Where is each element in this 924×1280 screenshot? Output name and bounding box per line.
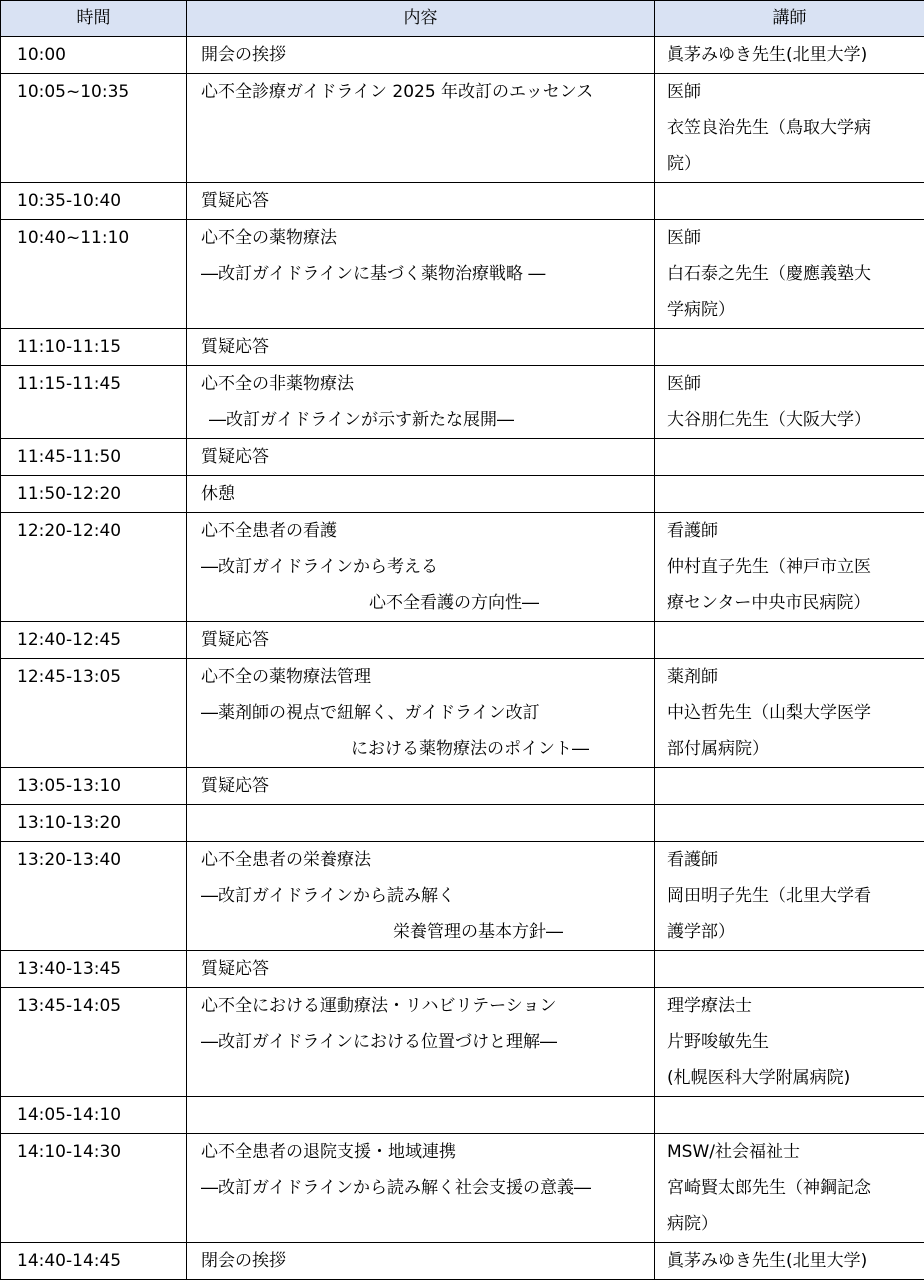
content-cell [187, 805, 655, 842]
table-row [1, 366, 924, 439]
session-subtitle: ―薬剤師の視点で紐解く、ガイドライン改訂 [201, 695, 650, 731]
session-subtitle: における薬物療法のポイント― [201, 731, 650, 767]
lecturer-name: 衣笠良治先生（鳥取大学病 [667, 110, 922, 146]
table-row [1, 74, 924, 183]
content-cell [187, 74, 655, 183]
lecturer-role: 薬剤師 [667, 659, 922, 695]
time-cell: 13:40-13:45 [1, 951, 187, 988]
header-lecturer: 講師 [655, 1, 924, 37]
table-row [1, 951, 924, 988]
lecturer-name: 眞茅みゆき先生(北里大学) [667, 37, 922, 73]
session-title: 閉会の挨拶 [201, 1243, 650, 1279]
lecturer-name: 療センター中央市民病院） [667, 585, 922, 621]
session-subtitle: ―改訂ガイドラインに基づく薬物治療戦略 ― [201, 256, 650, 292]
time-cell: 10:40~11:10 [1, 220, 187, 329]
session-title: 開会の挨拶 [201, 37, 650, 73]
session-title: 心不全患者の看護 [201, 513, 650, 549]
table-row [1, 1243, 924, 1280]
content-cell [187, 476, 655, 513]
table-row [1, 1134, 924, 1243]
time-cell: 14:05-14:10 [1, 1097, 187, 1134]
session-title: 質疑応答 [201, 183, 650, 219]
content-cell [187, 513, 655, 622]
time-cell: 11:10-11:15 [1, 329, 187, 366]
lecturer-name: 中込哲先生（山梨大学医学 [667, 695, 922, 731]
lecturer-cell [655, 768, 924, 805]
lecturer-role: 医師 [667, 220, 922, 256]
table-row [1, 988, 924, 1097]
table-row [1, 622, 924, 659]
header-content: 内容 [187, 1, 655, 37]
lecturer-name: 部付属病院） [667, 731, 922, 767]
lecturer-cell [655, 439, 924, 476]
time-cell: 13:20-13:40 [1, 842, 187, 951]
lecturer-name: 仲村直子先生（神戸市立医 [667, 549, 922, 585]
time-cell: 10:00 [1, 37, 187, 74]
table-row [1, 1097, 924, 1134]
table-row [1, 513, 924, 622]
table-row [1, 659, 924, 768]
lecturer-role: 医師 [667, 74, 922, 110]
content-cell [187, 329, 655, 366]
time-cell: 11:15-11:45 [1, 366, 187, 439]
content-cell [187, 659, 655, 768]
content-cell [187, 622, 655, 659]
content-cell [187, 366, 655, 439]
lecturer-cell [655, 183, 924, 220]
session-subtitle: ―改訂ガイドラインが示す新たな展開― [201, 402, 650, 438]
lecturer-name: 護学部） [667, 914, 922, 950]
time-cell: 11:50-12:20 [1, 476, 187, 513]
time-cell: 10:05~10:35 [1, 74, 187, 183]
lecturer-cell [655, 366, 924, 439]
lecturer-cell [655, 74, 924, 183]
session-title: 質疑応答 [201, 768, 650, 804]
lecturer-name: 岡田明子先生（北里大学看 [667, 878, 922, 914]
lecturer-name: (札幌医科大学附属病院) [667, 1060, 922, 1096]
session-title: 心不全の非薬物療法 [201, 366, 650, 402]
time-cell: 10:35-10:40 [1, 183, 187, 220]
content-cell [187, 220, 655, 329]
session-subtitle: ―改訂ガイドラインにおける位置づけと理解― [201, 1024, 650, 1060]
content-cell [187, 37, 655, 74]
time-cell: 12:45-13:05 [1, 659, 187, 768]
lecturer-role: 看護師 [667, 513, 922, 549]
session-title: 心不全の薬物療法 [201, 220, 650, 256]
header-time: 時間 [1, 1, 187, 37]
lecturer-cell [655, 513, 924, 622]
time-cell: 13:05-13:10 [1, 768, 187, 805]
lecturer-cell [655, 1097, 924, 1134]
lecturer-cell [655, 988, 924, 1097]
time-cell: 13:10-13:20 [1, 805, 187, 842]
lecturer-cell [655, 1243, 924, 1280]
session-subtitle: ―改訂ガイドラインから読み解く社会支援の意義― [201, 1170, 650, 1206]
content-cell [187, 1134, 655, 1243]
session-title: 心不全患者の退院支援・地域連携 [201, 1134, 650, 1170]
time-cell: 11:45-11:50 [1, 439, 187, 476]
table-row [1, 439, 924, 476]
table-row [1, 183, 924, 220]
time-cell: 12:20-12:40 [1, 513, 187, 622]
lecturer-cell [655, 37, 924, 74]
content-cell [187, 439, 655, 476]
session-title: 質疑応答 [201, 329, 650, 365]
session-subtitle: 栄養管理の基本方針― [201, 914, 650, 950]
session-title: 心不全の薬物療法管理 [201, 659, 650, 695]
table-row [1, 220, 924, 329]
content-cell [187, 1243, 655, 1280]
time-cell: 13:45-14:05 [1, 988, 187, 1097]
lecturer-role: MSW/社会福祉士 [667, 1134, 922, 1170]
table-row [1, 476, 924, 513]
content-cell [187, 1097, 655, 1134]
lecturer-name: 病院） [667, 1206, 922, 1242]
lecturer-cell [655, 329, 924, 366]
header-row [1, 1, 924, 37]
content-cell [187, 842, 655, 951]
content-cell [187, 988, 655, 1097]
lecturer-cell [655, 805, 924, 842]
session-title: 心不全患者の栄養療法 [201, 842, 650, 878]
lecturer-name: 眞茅みゆき先生(北里大学) [667, 1243, 922, 1279]
lecturer-role: 医師 [667, 366, 922, 402]
time-cell: 14:10-14:30 [1, 1134, 187, 1243]
table-row [1, 842, 924, 951]
lecturer-cell [655, 951, 924, 988]
content-cell [187, 951, 655, 988]
session-subtitle: ―改訂ガイドラインから読み解く [201, 878, 650, 914]
session-title: 休憩 [201, 476, 650, 512]
content-cell [187, 183, 655, 220]
lecturer-cell [655, 622, 924, 659]
content-cell [187, 768, 655, 805]
table-row [1, 805, 924, 842]
lecturer-name: 宮崎賢太郎先生（神鋼記念 [667, 1170, 922, 1206]
table-header [1, 1, 924, 37]
lecturer-name: 学病院） [667, 292, 922, 328]
lecturer-name: 白石泰之先生（慶應義塾大 [667, 256, 922, 292]
lecturer-cell [655, 1134, 924, 1243]
lecturer-name: 大谷朋仁先生（大阪大学） [667, 402, 922, 438]
lecturer-cell [655, 220, 924, 329]
time-cell: 14:40-14:45 [1, 1243, 187, 1280]
session-title: 質疑応答 [201, 622, 650, 658]
lecturer-role: 理学療法士 [667, 988, 922, 1024]
lecturer-role: 看護師 [667, 842, 922, 878]
time-cell: 12:40-12:45 [1, 622, 187, 659]
session-subtitle: ―改訂ガイドラインから考える [201, 549, 650, 585]
lecturer-cell [655, 476, 924, 513]
table-row [1, 768, 924, 805]
table-row [1, 37, 924, 74]
session-title: 心不全診療ガイドライン 2025 年改訂のエッセンス [201, 74, 650, 110]
lecturer-cell [655, 659, 924, 768]
table-row [1, 329, 924, 366]
session-title: 質疑応答 [201, 439, 650, 475]
table-body [1, 37, 924, 1280]
session-subtitle: 心不全看護の方向性― [201, 585, 650, 621]
session-title: 質疑応答 [201, 951, 650, 987]
lecturer-name: 院） [667, 146, 922, 182]
lecturer-cell [655, 842, 924, 951]
lecturer-name: 片野唆敏先生 [667, 1024, 922, 1060]
session-title: 心不全における運動療法・リハビリテーション [201, 988, 650, 1024]
